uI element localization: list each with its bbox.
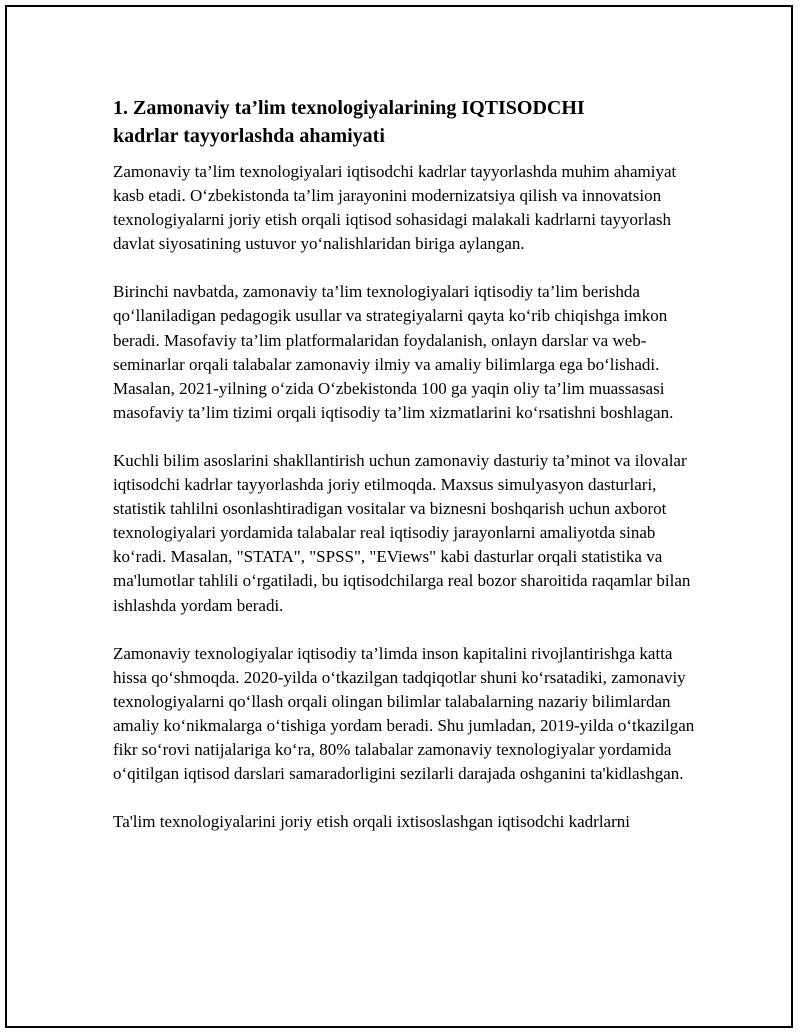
heading-line-1: 1. Zamonaviy ta’lim texnologiyalarining IQTISODCHI xyxy=(113,97,585,119)
paragraph-4: Zamonaviy texnologiyalar iqtisodiy ta’limda inson kapitalini rivojlantirishga katta hissa qo‘shmoqda. 2020-yilda o‘tkazilgan tadqiqotlar shuni ko‘rsatadiki, zamonaviy texnologiyalarni qo‘llash orqali olingan bilimlar talabalarning nazariy bilimlardan amaliy ko‘nikmalarga o‘tishiga yordam beradi. Shu jumladan, 2019-yilda o‘tkazilgan fikr so‘rovi natijalariga ko‘ra, 80% talabalar zamonaviy texnologiyalar yordamida o‘qitilgan iqtisod darslari samaradorligini sezilarli darajada oshganini ta'kidlashgan. xyxy=(113,643,695,784)
paragraph-1: Zamonaviy ta’lim texnologiyalari iqtisodchi kadrlar tayyorlashda muhim ahamiyat kasb etadi. O‘zbekistonda ta’lim jarayonini modernizatsiya qilish va innovatsion texnologiyalarni joriy etish orqali iqtisod sohasidagi malakali kadrlarni tayyorlash davlat siyosatining ustuvor yo‘nalishlaridan biriga aylangan. xyxy=(113,162,677,254)
paragraph-2: Birinchi navbatda, zamonaviy ta’lim texnologiyalari iqtisodiy ta’lim berishda qo‘llaniladigan pedagogik usullar va strategiyalarni qayta ko‘rib chiqishga imkon beradi. Masofaviy ta’lim platformalaridan foydalanish, onlayn darslar va web-seminarlar orqali talabalar zamonaviy ilmiy va amaliy bilimlarga ega bo‘lishadi. Masalan, 2021-yilning o‘zida O‘zbekistonda 100 ga yaqin oliy ta’lim muassasasi masofaviy ta’lim tizimi orqali iqtisodiy ta’lim xizmatlarini ko‘rsatishni boshlagan. xyxy=(113,282,674,422)
document-body xyxy=(113,94,703,858)
section-heading xyxy=(113,94,703,150)
paragraph-5: Ta'lim texnologiyalarini joriy etish orqali ixtisoslashgan iqtisodchi kadrlarni xyxy=(113,812,630,832)
paragraph-3: Kuchli bilim asoslarini shakllantirish uchun zamonaviy dasturiy ta’minot va ilovalar iqtisodchi kadrlar tayyorlashda joriy etilmoqda. Maxsus simulyasyon dasturlari, statistik tahlilni osonlashtiradigan vositalar va biznesni boshqarish uchun axborot texnologiyalari yordamida talabalar real iqtisodiy jarayonlarni amaliyotda sinab ko‘radi. Masalan, "STATA", "SPSS", "EViews" kabi dasturlar orqali statistika va ma'lumotlar tahlili o‘rgatiladi, bu iqtisodchilarga real bozor sharoitida raqamlar bilan ishlashda yordam beradi. xyxy=(113,450,691,615)
heading-line-2: kadrlar tayyorlashda ahamiyati xyxy=(113,125,385,147)
